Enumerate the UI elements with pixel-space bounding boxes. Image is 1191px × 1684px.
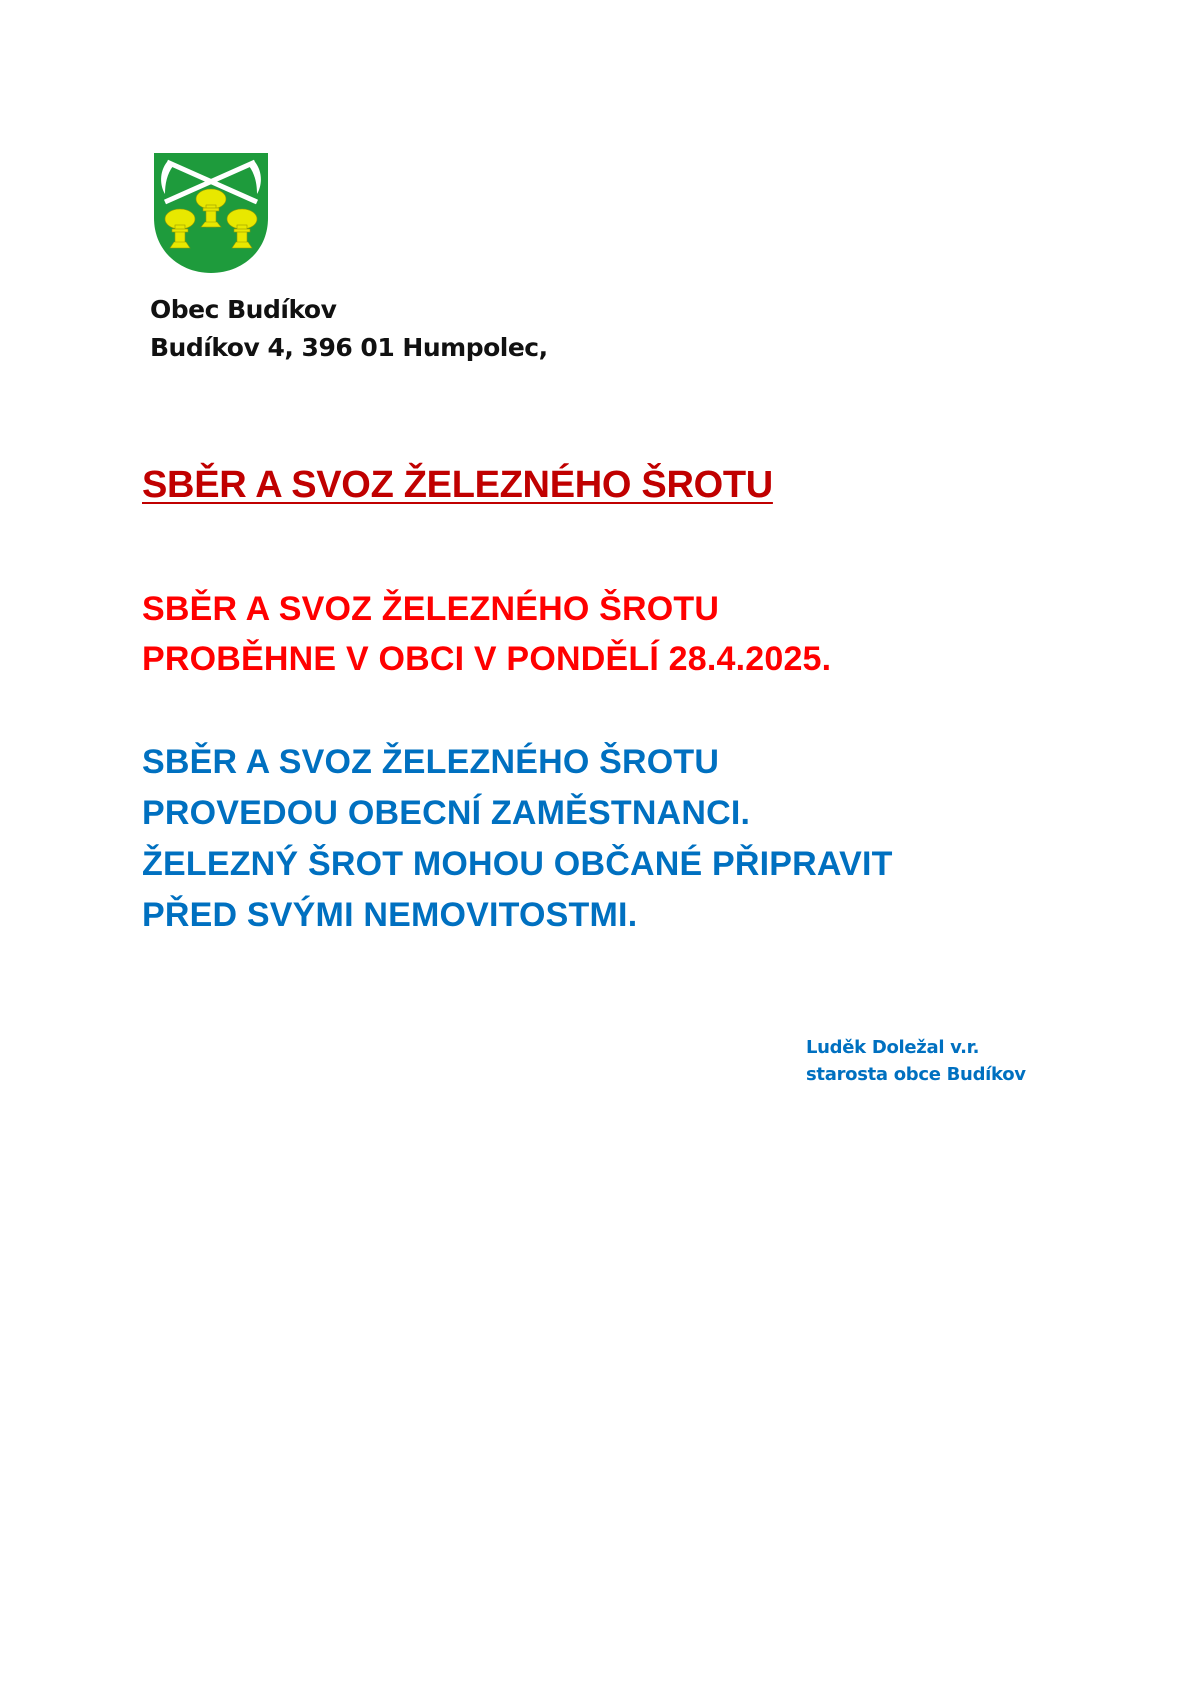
details-line: PŘED SVÝMI NEMOVITOSTMI. <box>142 896 638 934</box>
coat-of-arms-icon <box>153 152 269 274</box>
signatory-role: starosta obce Budíkov <box>806 1064 1026 1085</box>
signatory-name: Luděk Doležal v.r. <box>806 1037 980 1058</box>
details-line: SBĚR A SVOZ ŽELEZNÉHO ŠROTU <box>142 743 720 781</box>
details-line: PROVEDOU OBECNÍ ZAMĚSTNANCI. <box>142 794 751 832</box>
announcement-line: SBĚR A SVOZ ŽELEZNÉHO ŠROTU <box>142 590 720 628</box>
details-line: ŽELEZNÝ ŠROT MOHOU OBČANÉ PŘIPRAVIT <box>142 845 893 883</box>
notice-title: SBĚR A SVOZ ŽELEZNÉHO ŠROTU <box>142 464 773 506</box>
announcement-line: PROBĚHNE V OBCI V PONDĚLÍ 28.4.2025. <box>142 640 832 678</box>
municipality-address: Budíkov 4, 396 01 Humpolec, <box>150 333 548 362</box>
signature-block <box>806 1034 1026 1088</box>
details-block <box>142 737 893 941</box>
municipality-header <box>150 291 548 367</box>
announcement-block <box>142 584 831 684</box>
municipality-name: Obec Budíkov <box>150 295 337 324</box>
